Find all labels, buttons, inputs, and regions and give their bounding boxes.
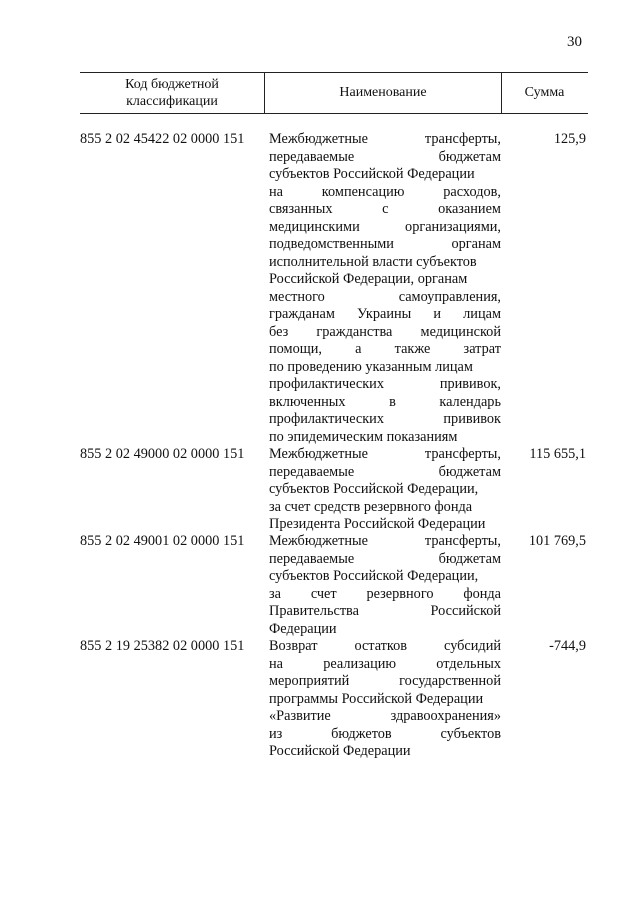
item-name <box>269 533 501 638</box>
item-name-line <box>269 201 501 219</box>
item-name-word: подведомственными <box>269 236 394 252</box>
item-name-word: календарь <box>439 393 501 410</box>
item-name-word: бюджетам <box>438 550 501 567</box>
item-name-line <box>269 708 501 726</box>
item-name-word: включенных <box>269 393 346 410</box>
item-name-line <box>269 481 501 499</box>
table-row <box>80 131 588 446</box>
header-code-line1: Код бюджетной <box>125 77 219 92</box>
item-name-word: оказанием <box>438 201 501 217</box>
item-name-line <box>269 656 501 674</box>
item-name-line <box>269 516 501 534</box>
item-name-word: прививок, <box>439 376 501 392</box>
item-name-word: лицам <box>463 306 501 322</box>
item-name-line <box>269 306 501 324</box>
item-name-line <box>269 499 501 517</box>
header-name-column: Наименование <box>264 73 502 113</box>
item-name-line <box>269 743 501 761</box>
header-code-line2: классификации <box>126 94 218 109</box>
item-name-word: счет <box>310 585 337 602</box>
item-name-line <box>269 184 501 202</box>
item-name-word: медицинской <box>420 323 501 340</box>
item-name-word: передаваемые <box>269 463 355 480</box>
budget-code: 855 2 19 25382 02 0000 151 <box>80 638 245 654</box>
item-name-word: помощи, <box>269 341 322 357</box>
item-name-word: реализацию <box>323 655 397 672</box>
item-name-word: здравоохранения» <box>390 708 501 724</box>
item-name-line <box>269 638 501 656</box>
item-name-word: Правительства <box>269 603 359 619</box>
item-name-line <box>269 586 501 604</box>
item-name-word: фонда <box>463 585 501 602</box>
item-name-line <box>269 289 501 307</box>
item-name-line <box>269 149 501 167</box>
item-name-word: Возврат <box>269 638 318 654</box>
item-name-word: мероприятий <box>269 673 350 689</box>
item-name-line <box>269 236 501 254</box>
item-name-line <box>269 446 501 464</box>
item-name-word: субъектов Российской Федерации <box>269 166 475 182</box>
item-name-word: гражданства <box>316 323 393 340</box>
budget-code: 855 2 02 45422 02 0000 151 <box>80 131 245 147</box>
item-name-word: трансферты, <box>424 131 501 147</box>
item-sum: -744,9 <box>549 638 586 654</box>
item-name-word: профилактических <box>269 376 384 392</box>
item-name-line <box>269 324 501 342</box>
item-name-word: трансферты, <box>424 446 501 462</box>
item-name-word: бюджетам <box>438 148 501 165</box>
item-name-word: трансферты, <box>424 533 501 549</box>
item-name-line <box>269 603 501 621</box>
item-name-word: из <box>269 725 283 742</box>
item-name-line <box>269 533 501 551</box>
item-name-word: Украины <box>357 306 412 322</box>
budget-code: 855 2 02 49000 02 0000 151 <box>80 446 245 462</box>
item-name-word: передаваемые <box>269 148 355 165</box>
item-name-word: «Развитие <box>269 708 331 724</box>
item-name-line <box>269 394 501 412</box>
item-name-word: с <box>382 201 389 217</box>
budget-code: 855 2 02 49001 02 0000 151 <box>80 533 245 549</box>
item-name-line <box>269 621 501 639</box>
item-name-word: исполнительной власти субъектов <box>269 253 477 270</box>
item-name-line <box>269 429 501 447</box>
table-header <box>80 72 588 114</box>
item-name-word: субъектов Российской Федерации, <box>269 481 479 497</box>
item-name-word: резервного <box>366 585 434 602</box>
item-name-line <box>269 166 501 184</box>
item-name-line <box>269 254 501 272</box>
item-name-word: передаваемые <box>269 550 355 567</box>
item-name-word: Российской <box>430 603 501 619</box>
table-row <box>80 446 588 534</box>
item-name-line <box>269 673 501 691</box>
header-code-column <box>80 76 264 110</box>
item-name-line <box>269 691 501 709</box>
item-name-word: профилактических <box>269 411 384 427</box>
item-name-word: затрат <box>463 341 501 357</box>
item-name-word: программы Российской Федерации <box>269 690 484 707</box>
item-name-word: организациями, <box>405 218 501 235</box>
item-name-word: за счет средств резервного фонда <box>269 498 473 515</box>
item-name <box>269 638 501 761</box>
item-name-word: а <box>355 341 362 357</box>
item-name-word: Федерации <box>269 620 337 637</box>
item-name-word: отдельных <box>436 655 501 672</box>
item-name-word: компенсацию <box>321 183 405 200</box>
table-row <box>80 533 588 638</box>
item-name-word: местного <box>269 288 325 305</box>
item-name-word: Межбюджетные <box>269 131 368 147</box>
item-sum: 115 655,1 <box>529 446 586 462</box>
item-name <box>269 131 501 446</box>
header-sum-column: Сумма <box>524 85 565 100</box>
item-name-word: также <box>394 341 431 357</box>
item-name-word: остатков <box>354 638 408 654</box>
item-name-word: Российской Федерации, органам <box>269 271 468 287</box>
item-name-word: органам <box>451 236 501 252</box>
item-name-word: Президента Российской Федерации <box>269 516 486 532</box>
item-name-line <box>269 219 501 237</box>
item-name-line <box>269 271 501 289</box>
item-name-line <box>269 411 501 429</box>
item-sum: 125,9 <box>553 131 586 147</box>
item-name-line <box>269 376 501 394</box>
item-name-word: на <box>269 655 283 672</box>
page-number: 30 <box>567 34 582 50</box>
item-name-word: за <box>269 585 281 602</box>
item-name-word: без <box>269 323 289 340</box>
item-name-line <box>269 341 501 359</box>
item-name-word: Российской Федерации <box>269 743 411 759</box>
item-name-word: самоуправления, <box>398 288 501 305</box>
item-name-word: бюджетам <box>438 463 501 480</box>
item-name-line <box>269 726 501 744</box>
item-name-word: и <box>433 306 442 322</box>
item-name <box>269 446 501 534</box>
item-name-word: субъектов <box>440 725 501 742</box>
item-name-word: гражданам <box>269 306 335 322</box>
item-name-word: по эпидемическим показаниям <box>269 428 458 445</box>
item-name-word: связанных <box>269 201 333 217</box>
item-name-word: на <box>269 183 283 200</box>
item-name-line <box>269 359 501 377</box>
item-name-word: расходов, <box>443 183 501 200</box>
item-name-word: прививок <box>443 411 501 427</box>
item-name-word: субъектов Российской Федерации, <box>269 568 479 584</box>
item-name-word: в <box>389 393 396 410</box>
item-name-word: по проведению указанным лицам <box>269 358 473 375</box>
table-row <box>80 638 588 761</box>
item-name-word: бюджетов <box>331 725 392 742</box>
item-name-line <box>269 464 501 482</box>
item-name-line <box>269 568 501 586</box>
item-name-word: Межбюджетные <box>269 533 368 549</box>
item-name-word: медицинскими <box>269 218 360 235</box>
item-name-word: государственной <box>399 673 501 689</box>
item-name-line <box>269 131 501 149</box>
item-name-word: Межбюджетные <box>269 446 368 462</box>
item-name-line <box>269 551 501 569</box>
item-name-word: субсидий <box>444 638 501 654</box>
item-sum: 101 769,5 <box>528 533 586 549</box>
